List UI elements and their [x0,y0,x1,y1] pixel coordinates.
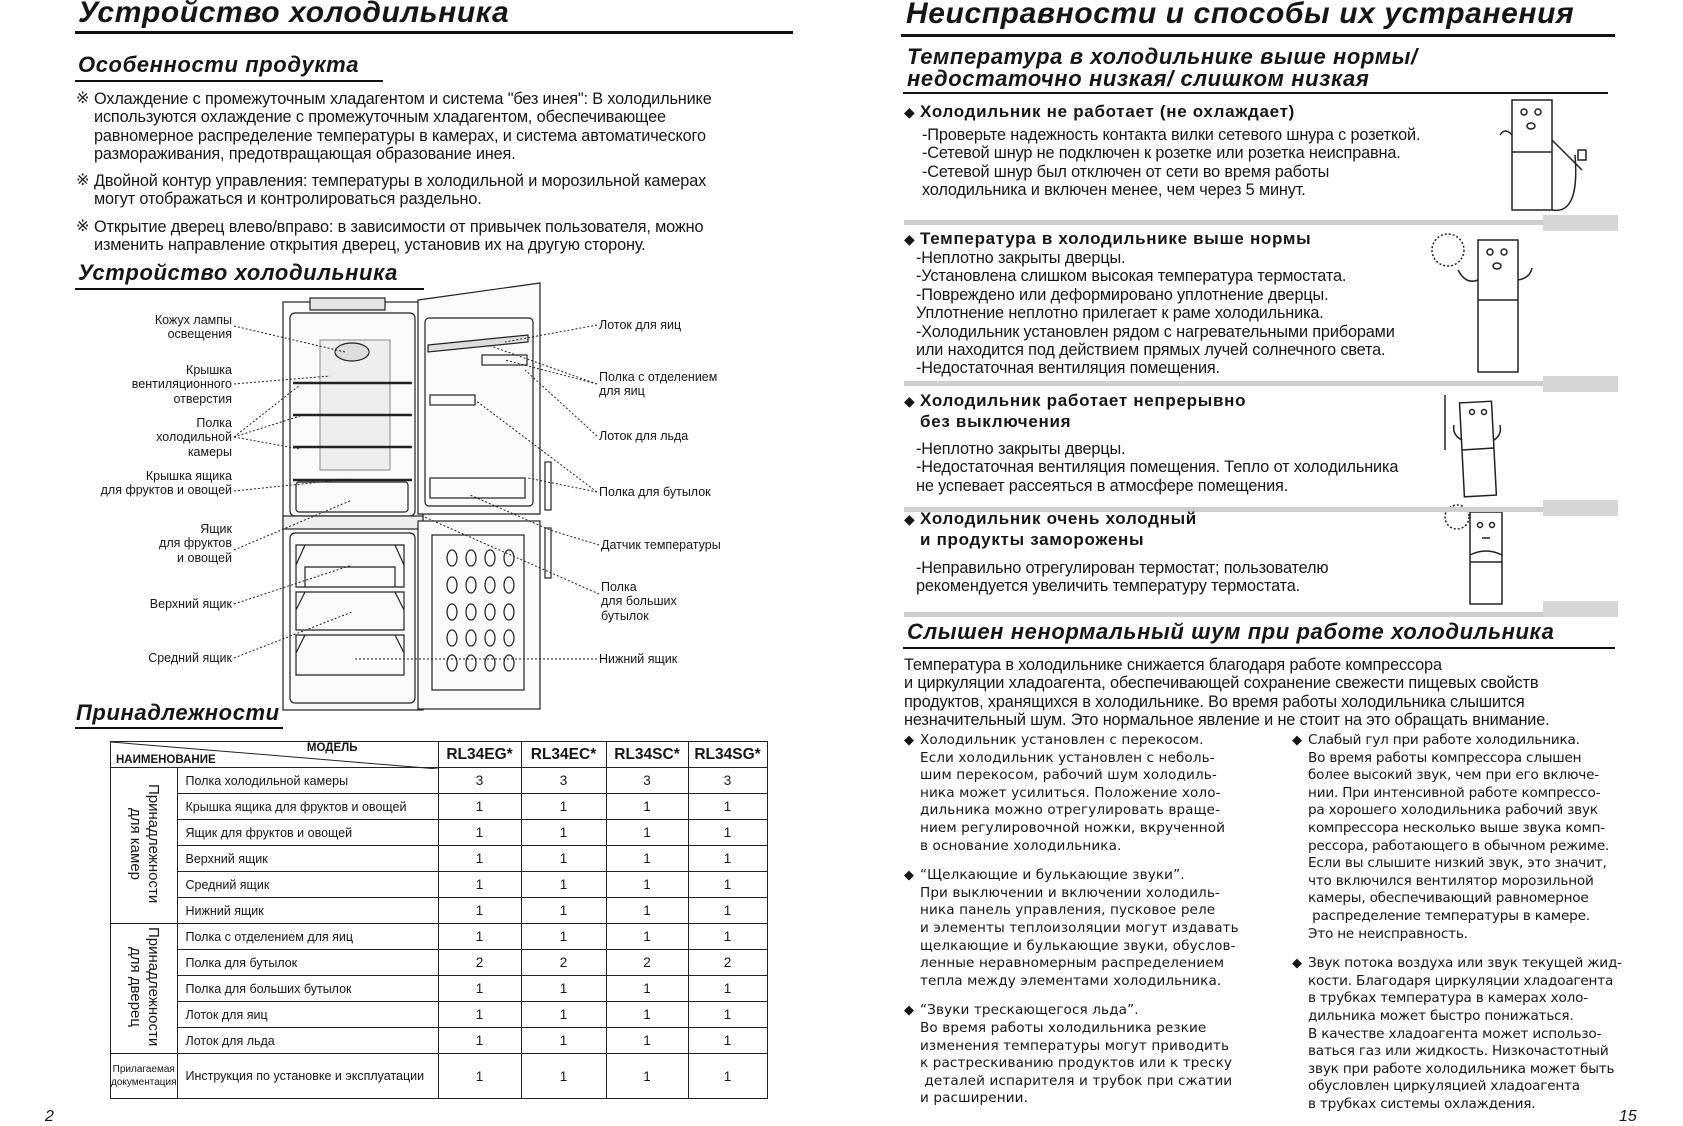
text-line: Двойной контур управления: температуры в холодильной и морозильной камерах [94,172,707,190]
page-number: 2 [45,1108,54,1125]
quantity-cell: 1 [606,1028,688,1054]
quantity-cell: 1 [606,1054,688,1099]
text-line: -Неправильно отрегулирован термостат; пользователю [916,559,1329,577]
text-line: шим перекосом, рабочий шум холодиль- [920,767,1217,784]
page-title: Устройство холодильника [78,0,510,29]
section-divider [904,612,1544,617]
text-line: и продукты заморожены [920,530,1145,549]
fridge-character-frozen [1445,505,1502,604]
item-name: Лоток для яиц [177,1002,438,1028]
group-label [111,1063,177,1089]
item-name: Инструкция по установке и эксплуатации [177,1054,438,1099]
quantity-cell: 1 [521,846,606,872]
table-row [111,1028,768,1054]
group-label-cell [111,924,178,1054]
text-line: для камер [126,807,144,881]
quantity-cell: 2 [521,950,606,976]
table-row [111,768,768,794]
quantity-cell: 1 [606,924,688,950]
heading-rule [903,92,1608,94]
text-line: Если вы слышите низкий звук, это значит, [1308,855,1607,872]
quantity-cell: 1 [688,846,767,872]
text-line: В качестве хладоагента может использо- [1308,1025,1602,1042]
text-line: тепла между элементами холодильника. [920,972,1222,989]
text-line: ника может усилиться. Положение холо- [920,784,1221,801]
table-row [111,950,768,976]
heading-rule [75,727,283,729]
quantity-cell: 1 [521,1002,606,1028]
text-line: в трубках системы охлаждения. [1308,1095,1536,1112]
text-line: Во время работы холодильника резкие [920,1019,1207,1036]
model-column-header: RL34SG* [688,742,767,768]
table-row [111,924,768,950]
diamond-bullet-icon: ◆ [904,393,915,409]
page-title: Неисправности и способы их устранения [906,0,1575,30]
section-divider-tab [1543,601,1618,617]
text-line: размораживания, предотвращающая образование инея. [94,145,516,164]
text-line: Охлаждение с промежуточным хладагентом и система "без инея": В холодильнике [94,90,712,108]
table-row [111,1002,768,1028]
section-divider [904,381,1544,386]
section-divider-tab [1543,376,1618,392]
text-line: Датчик температуры [601,538,721,552]
text-line: нии. При интенсивной работе компрессо- [1308,784,1601,801]
text-line: компрессора несколько выше звука комп- [1308,819,1605,836]
quantity-cell: 3 [606,768,688,794]
text-line: -Установлена слишком высокая температура термостата. [916,267,1347,286]
quantity-cell: 1 [521,872,606,898]
issue-heading [920,228,1311,249]
text-line: -Неплотно закрыты дверцы. [916,249,1126,267]
structure-heading: Устройство холодильника [78,260,398,285]
item-name: Полка с отделением для яиц [177,924,438,950]
quantity-cell: 1 [688,1002,767,1028]
text-line: и расширении. [920,1090,1029,1107]
quantity-cell: 1 [688,794,767,820]
issue-heading [920,390,1246,432]
text-line: Температура в холодильнике снижается благодаря работе компрессора [904,656,1442,674]
table-header-row [111,742,768,768]
item-name: Нижний ящик [177,898,438,924]
item-name: Средний ящик [177,872,438,898]
text-line: “Щелкающие и булькающие звуки”. [920,867,1185,884]
quantity-cell: 1 [688,924,767,950]
text-line: для дверец [126,947,144,1027]
issue-causes [916,249,1395,378]
text-line: и овощей [177,550,232,565]
group-label [126,927,162,1046]
temperature-heading [907,46,1418,90]
text-line: не успевает рассеяться в атмосфере помещения. [916,476,1289,495]
quantity-cell: 1 [438,1028,521,1054]
quantity-cell: 1 [606,820,688,846]
header-diagonal-cell [111,742,439,768]
noise-item [1292,955,1642,1113]
text-line: Температура в холодильнике выше нормы/ [907,44,1418,69]
text-line: незначительный шум. Это нормальное явление и не стоит на это обращать внимание. [904,711,1550,730]
text-line: ваться газ или жидкость. Низкочастотный [1308,1043,1609,1060]
quantity-cell: 1 [521,898,606,924]
table-row [111,898,768,924]
noise-item [904,732,1254,855]
text-line: Полка для бутылок [599,485,711,499]
text-line: Полка [601,580,637,594]
quantity-cell: 1 [521,820,606,846]
diamond-bullet-icon: ◆ [1292,733,1302,748]
text-line: обусловлен циркуляцией хладоагента [1308,1078,1580,1095]
model-column-header: RL34EC* [521,742,606,768]
quantity-cell: 1 [688,872,767,898]
item-name: Лоток для льда [177,1028,438,1054]
issue-heading [920,508,1197,550]
text-line: -Сетевой шнур не подключен к розетке или розетка неисправна. [922,144,1401,163]
text-line: отверстия [173,391,232,406]
table-row [111,794,768,820]
text-line: Холодильник не работает (не охлаждает) [920,102,1295,121]
page-number: 15 [1619,1108,1637,1125]
text-line: ленные неравномерным распределением [920,955,1225,972]
text-line: Крышка ящика [145,469,232,483]
text-line: продуктов, хранящихся в холодильнике. Во время работы холодильника слышится [904,692,1525,711]
table-row [111,976,768,1002]
section-divider-tab [1543,500,1618,516]
text-line: Принадлежности [144,927,162,1047]
accessories-heading: Принадлежности [76,700,280,725]
features-heading: Особенности продукта [78,52,360,77]
text-line: камеры, обеспечивающий равномерное [1308,890,1589,907]
quantity-cell: 1 [521,1028,606,1054]
text-line: для фруктов и овощей [100,483,232,498]
text-line: Холодильник работает непрерывно [920,391,1247,410]
quantity-cell: 1 [521,976,606,1002]
quantity-cell: 1 [438,1002,521,1028]
fridge-diagram [283,283,551,710]
quantity-cell: 3 [688,768,767,794]
text-line: недостаточно низкая/ слишком низкая [907,66,1370,91]
diamond-bullet-icon: ◆ [904,511,915,527]
text-line: Верхний ящик [149,597,232,611]
quantity-cell: 1 [606,1002,688,1028]
text-line: Ящик [200,522,232,536]
text-line: Принадлежности [144,784,162,904]
text-line: или находится под действием прямых лучей солнечного света. [916,341,1386,360]
quantity-cell: 1 [438,794,521,820]
text-line: Полка с отделением [599,370,718,384]
text-line: Средний ящик [148,651,232,665]
text-line: равномерное распределение температуры в камерах, и система автоматического [94,126,706,145]
text-line: Прилагаемая [112,1064,175,1075]
group-label [126,784,162,903]
item-name: Ящик для фруктов и овощей [177,820,438,846]
diamond-bullet-icon: ◆ [904,733,915,748]
quantity-cell: 1 [606,846,688,872]
noise-item [904,1002,1254,1108]
name-label: НАИМЕНОВАНИЕ [116,754,216,766]
diamond-bullet-icon: ◆ [904,104,915,120]
quantity-cell: 1 [688,1028,767,1054]
text-line: Лоток для льда [599,429,689,443]
title-rule [901,34,1615,37]
diamond-bullet-icon: ◆ [904,231,915,247]
text-line: -Неплотно закрыты дверцы. [916,440,1126,458]
text-line: распределение температуры в камере. [1308,907,1590,924]
text-line: в основание холодильника. [920,837,1122,854]
text-line: рессора, работающего в обычном режиме. [1308,837,1610,854]
quantity-cell: 3 [438,768,521,794]
quantity-cell: 1 [438,924,521,950]
model-label: МОДЕЛЬ [306,742,358,754]
quantity-cell: 1 [688,898,767,924]
issue-causes [922,126,1420,200]
text-line: “Звуки трескающегося льда”. [920,1002,1139,1019]
text-line: щелкающие и булькающие звуки, обуслов- [920,937,1236,954]
quantity-cell: 1 [438,820,521,846]
text-line: ра хорошего холодильника рабочий звук [1308,802,1598,819]
quantity-cell: 1 [438,1054,521,1099]
text-line: без выключения [920,412,1072,431]
quantity-cell: 2 [438,950,521,976]
issue-causes [916,559,1328,596]
text-line: холодильника и включен менее, чем через 5 минут. [922,181,1306,200]
text-line: дильника может быстро понижаться. [1308,1007,1574,1024]
table-row [111,846,768,872]
section-divider [904,220,1544,225]
noise-item [904,867,1254,990]
text-line: камеры [187,444,232,459]
noise-item [1292,732,1642,943]
text-line: для фруктов [159,536,232,551]
table-row [111,872,768,898]
text-line: нием регулировочной ножки, вкрученной [920,819,1226,836]
text-line: Полка [196,416,232,430]
quantity-cell: 1 [606,872,688,898]
accessories-table [110,741,768,1099]
text-line: -Повреждено или деформировано уплотнение дверцы. [916,285,1329,304]
text-line: Слабый гул при работе холодильника. [1308,732,1580,748]
text-line: Если холодильник установлен с неболь- [920,749,1215,766]
noise-intro [904,656,1550,730]
text-line: изменения температуры могут приводить [920,1037,1230,1054]
quantity-cell: 1 [438,976,521,1002]
reference-mark-icon: ※ [76,172,90,189]
item-name: Верхний ящик [177,846,438,872]
text-line: Звук потока воздуха или звук текущей жид- [1308,955,1622,972]
text-line: Нижний ящик [599,652,678,666]
diamond-bullet-icon: ◆ [1292,956,1302,972]
text-line: используются охлаждение с промежуточным хладагентом, обеспечивающее [94,108,666,127]
section-divider-tab [1543,215,1618,231]
text-line: -Недостаточная вентиляция помещения. [916,359,1220,378]
item-name: Полка для больших бутылок [177,976,438,1002]
quantity-cell: 1 [521,794,606,820]
text-line: что включился вентилятор морозильной [1308,872,1594,889]
text-line: к растрескиванию продуктов или к треску [920,1055,1233,1072]
text-line: -Сетевой шнур был отключен от сети во время работы [922,162,1330,181]
text-line: Холодильник установлен с перекосом. [920,732,1204,748]
item-name: Крышка ящика для фруктов и овощей [177,794,438,820]
text-line: холодильной [156,430,232,445]
text-line: освещения [167,327,232,342]
quantity-cell: 1 [606,794,688,820]
diamond-bullet-icon: ◆ [904,1003,915,1019]
text-line: рекомендуется увеличить температуру термостата. [916,577,1301,596]
text-line: деталей испарителя и трубок при сжатии [920,1072,1233,1089]
text-line: вентиляционного [131,377,232,392]
text-line: и циркуляции хладоагента, обеспечивающей сохранение свежести пищевых свойств [904,674,1539,693]
quantity-cell: 1 [438,898,521,924]
table-row [111,1054,768,1099]
text-line: кости. Благодаря циркуляции хладоагента [1308,972,1614,989]
text-line: Крышка [186,363,232,377]
noise-right-column [1292,732,1642,1125]
issue-heading [920,101,1295,122]
text-line: более высокий звук, чем при его включе- [1308,767,1599,784]
text-line: Это не неисправность. [1308,925,1468,942]
quantity-cell: 3 [521,768,606,794]
heading-rule [903,647,1615,649]
text-line: могут отображаться и контролироваться раздельно. [94,190,482,209]
text-line: Лоток для яиц [599,318,682,332]
item-name: Полка холодильной камеры [177,768,438,794]
text-line: Холодильник очень холодный [920,509,1197,528]
text-line: ника панель управления, пусковое реле [920,902,1216,919]
quantity-cell: 1 [521,924,606,950]
text-line: и элементы теплоизоляции могут издавать [920,919,1239,936]
group-label-cell [111,1054,178,1099]
text-line: документация [111,1077,177,1088]
model-column-header: RL34SC* [606,742,688,768]
group-label-cell [111,768,178,924]
text-line: для яиц [599,384,645,399]
quantity-cell: 1 [606,976,688,1002]
reference-mark-icon: ※ [76,218,90,235]
quantity-cell: 1 [688,820,767,846]
issue-causes [916,440,1398,495]
text-line: Открытие дверец влево/вправо: в зависимости от привычек пользователя, можно [94,218,704,236]
quantity-cell: 1 [521,1054,606,1099]
noise-left-column [904,732,1254,1120]
text-line: изменить направление открытия дверец, установив их на другую сторону. [94,236,646,255]
text-line: -Проверьте надежность контакта вилки сетевого шнура с розеткой. [922,126,1421,144]
text-line: Кожух лампы [154,313,232,327]
text-line: дильника можно отрегулировать враще- [920,802,1220,819]
text-line: звук при работе холодильника может быть [1308,1060,1615,1077]
quantity-cell: 1 [688,976,767,1002]
noise-heading: Слышен ненормальный шум при работе холодильника [907,619,1555,644]
text-line: Уплотнение неплотно прилегает к раме холодильника. [916,304,1324,323]
quantity-cell: 2 [606,950,688,976]
fridge-character-running [1445,395,1500,497]
fridge-character-warm [1432,234,1532,372]
table-row [111,820,768,846]
quantity-cell: 1 [606,898,688,924]
text-line: бутылок [601,608,649,623]
text-line: Температура в холодильнике выше нормы [920,229,1312,248]
text-line: в трубках температура в камерах холо- [1308,990,1588,1007]
diamond-bullet-icon: ◆ [904,868,915,884]
fridge-character-unplugged [1500,100,1586,210]
quantity-cell: 1 [688,1054,767,1099]
quantity-cell: 1 [438,846,521,872]
quantity-cell: 1 [438,872,521,898]
text-line: Во время работы компрессора слышен [1308,749,1582,766]
text-line: для больших [601,594,677,609]
quantity-cell: 2 [688,950,767,976]
text-line: -Недостаточная вентиляция помещения. Тепло от холодильника [916,458,1399,477]
model-column-header: RL34EG* [438,742,521,768]
reference-mark-icon: ※ [76,90,90,107]
text-line: -Холодильник установлен рядом с нагревательными приборами [916,322,1395,341]
item-name: Полка для бутылок [177,950,438,976]
text-line: При выключении и включении холодиль- [920,884,1220,901]
